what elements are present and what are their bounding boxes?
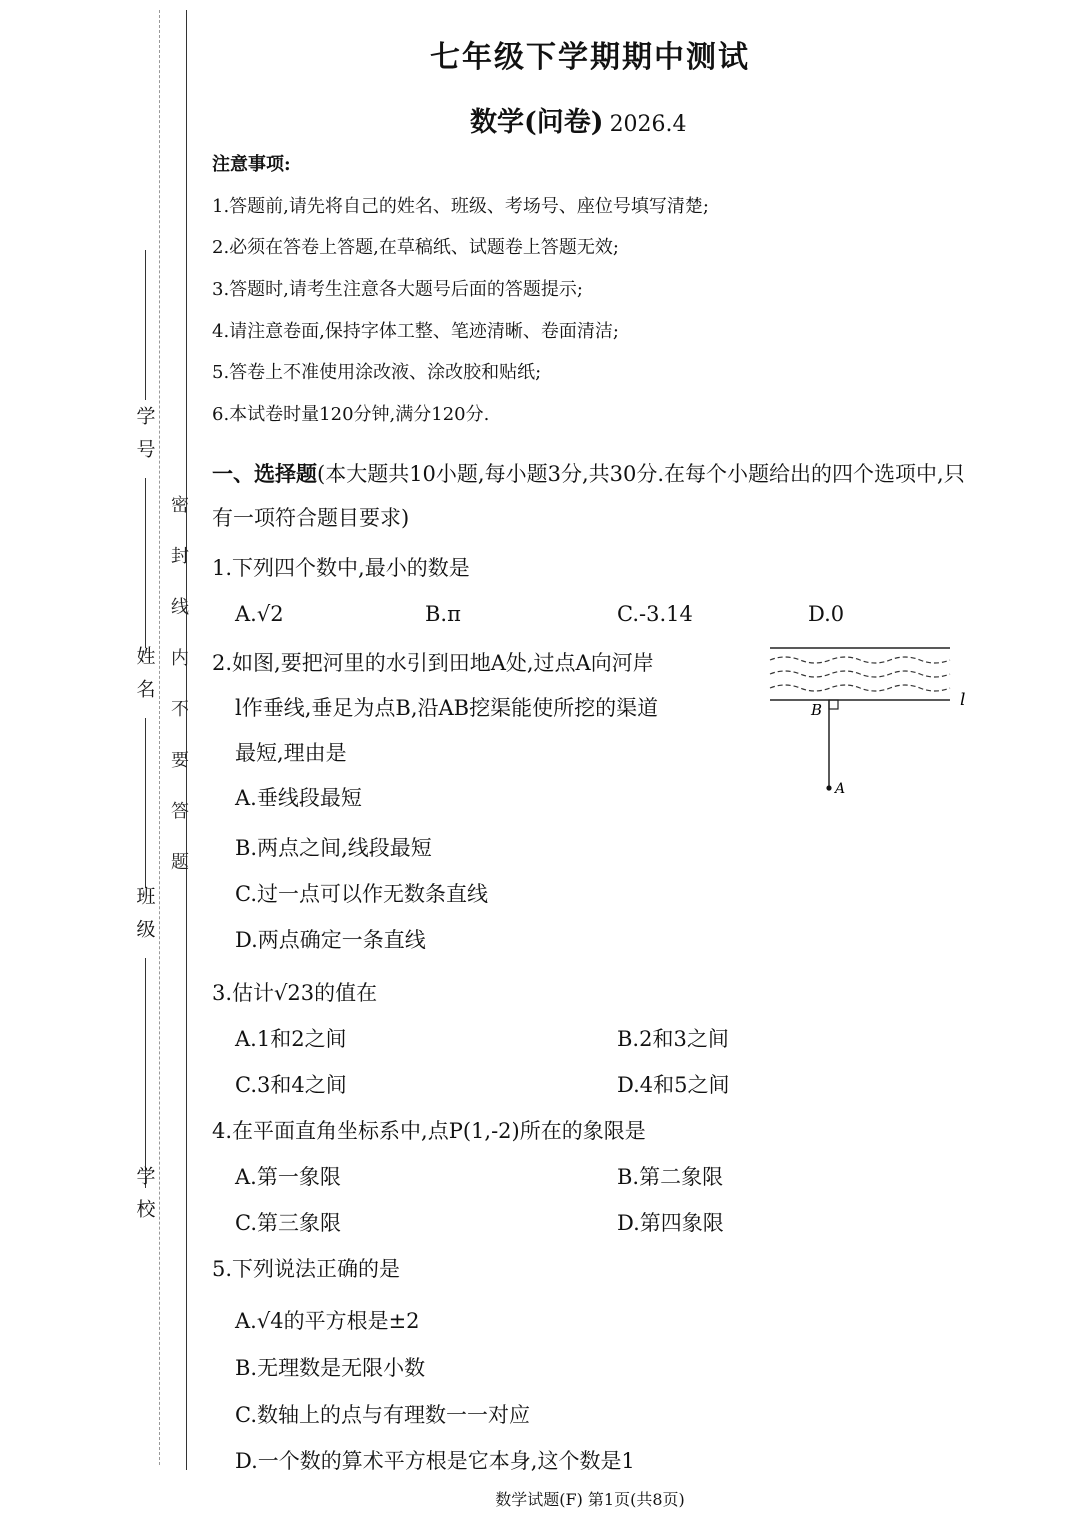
label-l: l [960, 690, 966, 710]
q3-option-a[interactable]: A.1和2之间 [235, 1027, 347, 1051]
notice-item: 4.请注意卷面,保持字体工整、笔迹清晰、卷面清洁; [212, 321, 619, 342]
field-school[interactable] [118, 1160, 172, 1238]
field-label: 姓名 [133, 646, 156, 712]
q3-option-b[interactable]: B.2和3之间 [617, 1027, 729, 1051]
field-label: 学校 [133, 1166, 156, 1232]
notice-item: 3.答题时,请考生注意各大题号后面的答题提示; [212, 279, 583, 300]
field-class[interactable] [118, 880, 172, 1188]
notice-item: 6.本试卷时量120分钟,满分120分. [212, 404, 490, 425]
q2-option-b[interactable]: B.两点之间,线段最短 [235, 836, 432, 860]
q5-option-a[interactable]: A.√4的平方根是±2 [235, 1309, 420, 1333]
water-wave [770, 657, 950, 663]
section-heading [212, 452, 972, 540]
notice-item: 5.答卷上不准使用涂改液、涂改胶和贴纸; [212, 362, 542, 383]
q4-option-d[interactable]: D.第四象限 [617, 1211, 724, 1235]
q5-option-d[interactable]: D.一个数的算术平方根是它本身,这个数是1 [235, 1449, 635, 1473]
q4-option-c[interactable]: C.第三象限 [235, 1211, 341, 1235]
q4-option-a[interactable]: A.第一象限 [235, 1165, 341, 1189]
page-title: 七年级下学期期中测试 [430, 40, 750, 75]
subtitle-text: 数学(问卷) [470, 107, 604, 138]
field-name[interactable] [118, 640, 172, 888]
question-3-stem: 3.估计√23的值在 [212, 981, 378, 1005]
question-2-stem-line: l作垂线,垂足为点B,沿AB挖渠能使所挖的渠道 [235, 696, 659, 720]
question-4-stem: 4.在平面直角坐标系中,点P(1,-2)所在的象限是 [212, 1119, 646, 1143]
page-footer: 数学试题(F) 第1页(共8页) [495, 1490, 685, 1509]
notice-item: 2.必须在答卷上答题,在草稿纸、试题卷上答题无效; [212, 237, 619, 258]
q1-option-d[interactable]: D.0 [808, 602, 845, 626]
exam-date: 2026.4 [609, 112, 687, 137]
seal-text: 密封线内不要答题 [168, 495, 189, 903]
q3-option-d[interactable]: D.4和5之间 [617, 1073, 730, 1097]
river-figure [765, 640, 975, 800]
notice-heading: 注意事项: [212, 154, 291, 175]
water-wave [770, 671, 950, 677]
q2-option-a[interactable]: A.垂线段最短 [235, 786, 362, 810]
q4-option-b[interactable]: B.第二象限 [617, 1165, 724, 1189]
label-b: B [811, 701, 823, 719]
question-2-stem-line: 最短,理由是 [235, 741, 347, 765]
section-desc: (本大题共10小题,每小题3分,共30分.在每个小题给出的四个选项中,只有一项符合题目要求) [212, 462, 965, 530]
q5-option-b[interactable]: B.无理数是无限小数 [235, 1356, 426, 1380]
page-subtitle [470, 100, 687, 139]
q1-option-b[interactable]: B.π [425, 602, 461, 626]
q2-option-c[interactable]: C.过一点可以作无数条直线 [235, 882, 488, 906]
q1-option-c[interactable]: C.-3.14 [617, 602, 693, 626]
question-2-stem-line: 2.如图,要把河里的水引到田地A处,过点A向河岸 [212, 651, 654, 675]
q5-option-c[interactable]: C.数轴上的点与有理数一一对应 [235, 1403, 530, 1427]
section-title: 一、选择题 [212, 461, 317, 486]
question-1-stem: 1.下列四个数中,最小的数是 [212, 556, 470, 580]
q3-option-c[interactable]: C.3和4之间 [235, 1073, 347, 1097]
field-label: 学号 [133, 406, 156, 472]
point-a [826, 785, 831, 790]
water-wave [770, 685, 950, 691]
q1-option-a[interactable]: A.√2 [235, 602, 284, 626]
field-student-id[interactable] [118, 250, 172, 648]
notice-item: 1.答题前,请先将自己的姓名、班级、考场号、座位号填写清楚; [212, 196, 709, 217]
label-a: A [835, 781, 846, 797]
question-5-stem: 5.下列说法正确的是 [212, 1257, 401, 1281]
right-angle-mark [829, 700, 838, 709]
field-label: 班级 [133, 886, 156, 952]
q2-option-d[interactable]: D.两点确定一条直线 [235, 928, 426, 952]
